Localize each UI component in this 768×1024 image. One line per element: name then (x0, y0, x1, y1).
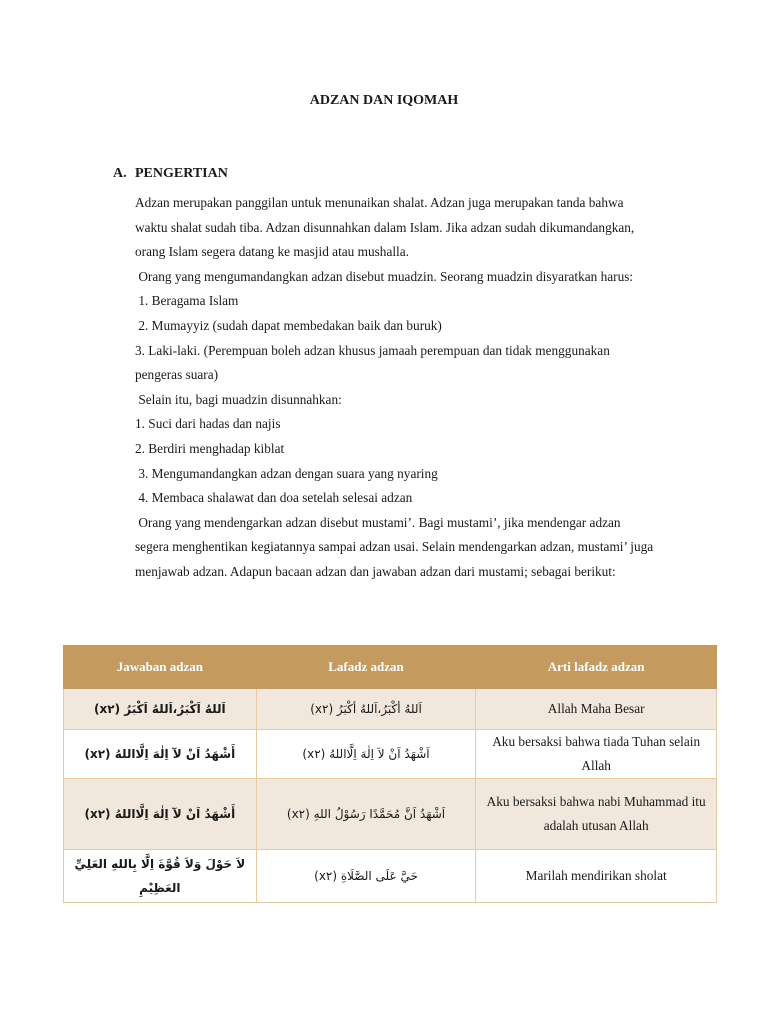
arti-cell: Aku bersaksi bahwa tiada Tuhan selain Allah (476, 730, 717, 779)
lafadz-cell: اَللهُ أكْبَرُ،اَللهُ أكْبَرُ (x٢) (256, 689, 476, 730)
table-row (64, 779, 717, 850)
jawaban-cell: أَشْهَدُ اَنْ لآ اِلٰهَ اِلَّااللهُ (x٢) (64, 730, 257, 779)
arti-cell: Aku bersaksi bahwa nabi Muhammad itu adalah utusan Allah (476, 779, 717, 850)
document-title: ADZAN DAN IQOMAH (309, 93, 459, 108)
lafadz-cell: حَيَّ عَلَى الصَّلَاةِ (x٢) (256, 850, 476, 903)
header-arti: Arti lafadz adzan (476, 646, 717, 689)
paragraph-line: Adzan merupakan panggilan untuk menunaikan shalat. Adzan juga merupakan tanda bahwa (135, 195, 624, 210)
paragraph-line: Orang yang mendengarkan adzan disebut mustami’. Bagi mustami’, jika mendengar adzan (135, 514, 621, 530)
table-row (64, 730, 717, 779)
paragraph-line: orang Islam segera datang ke masjid atau mushalla. (135, 244, 409, 260)
paragraph-line: 1. Beragama Islam (135, 293, 239, 309)
paragraph-line: Orang yang mengumandangkan adzan disebut muadzin. Seorang muadzin disyaratkan harus: (135, 268, 634, 284)
paragraph-line: 4. Membaca shalawat dan doa setelah selesai adzan (135, 490, 413, 506)
paragraph-line: 3. Laki-laki. (Perempuan boleh adzan khusus jamaah perempuan dan tidak menggunakan (135, 342, 610, 358)
section-title: PENGERTIAN (135, 166, 228, 181)
paragraph-line: segera menghentikan kegiatannya sampai adzan usai. Selain mendengarkan adzan, mustami’ juga (135, 539, 654, 555)
table-row (64, 689, 717, 730)
jawaban-cell: لاَ حَوْلَ وَلاَ قُوَّةَ اِلَّا بِاللهِ العَلِيِّ العَظِيْمِ (64, 850, 257, 903)
lafadz-cell: اَشْهَدُ اَنْ لاَ اِلٰهَ اِلَّااللهُ (x٢) (256, 730, 476, 779)
arti-cell: Allah Maha Besar (476, 689, 717, 730)
section-number: A. (113, 166, 127, 181)
paragraph-line: waktu shalat sudah tiba. Adzan disunnahkan dalam Islam. Jika adzan sudah dikumandangkan, (135, 219, 635, 235)
table-row (64, 850, 717, 903)
arti-cell: Marilah mendirikan sholat (476, 850, 717, 903)
paragraph-line: 3. Mengumandangkan adzan dengan suara yang nyaring (135, 465, 438, 481)
paragraph-line: menjawab adzan. Adapun bacaan adzan dan jawaban adzan dari mustami; sebagai berikut: (135, 563, 616, 579)
header-jawaban: Jawaban adzan (64, 646, 257, 689)
lafadz-cell: اَشْهَدُ اَنَّ مُحَمَّدًا رَسُوْلُ اللهِ (x٢) (256, 779, 476, 850)
paragraph-line: 1. Suci dari hadas dan najis (135, 416, 281, 432)
paragraph-line: pengeras suara) (135, 367, 219, 383)
section-heading (113, 166, 228, 182)
table-header-row (64, 646, 717, 689)
header-lafadz: Lafadz adzan (256, 646, 476, 689)
adzan-table (63, 645, 717, 903)
paragraph-line: 2. Berdiri menghadap kiblat (135, 440, 285, 456)
jawaban-cell: اَللهُ اَكْبَرُ،اَللهُ اَكْبَرُ (x٢) (64, 689, 257, 730)
paragraph-line: Selain itu, bagi muadzin disunnahkan: (135, 391, 342, 407)
paragraph-line: 2. Mumayyiz (sudah dapat membedakan baik dan buruk) (135, 317, 442, 333)
body-paragraph (135, 191, 675, 585)
jawaban-cell: أَشْهَدُ اَنْ لآ اِلٰهَ اِلَّااللهُ (x٢) (64, 779, 257, 850)
